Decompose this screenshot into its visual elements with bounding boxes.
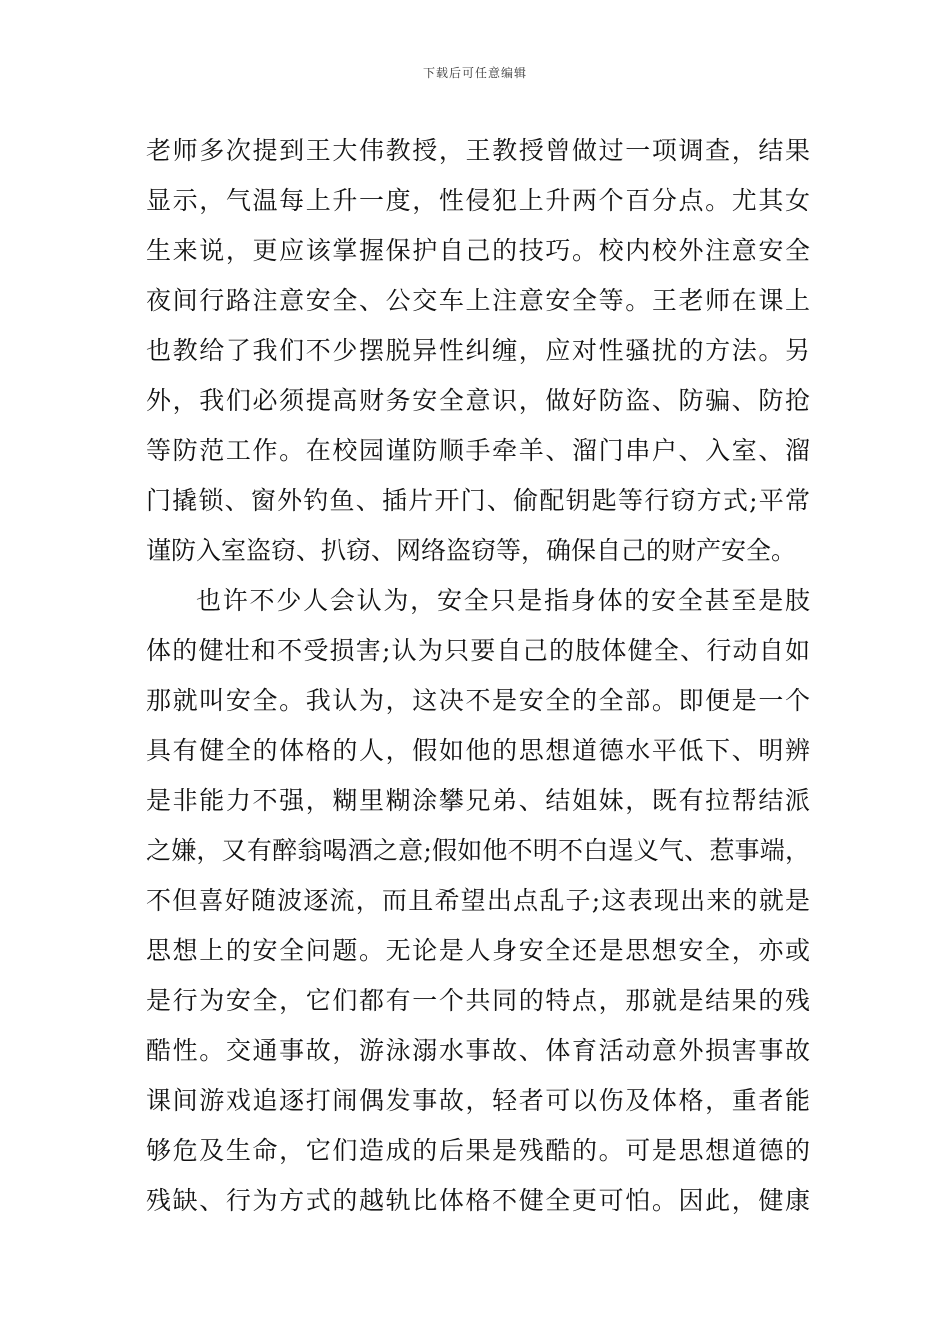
text-line: 门撬锁、窗外钓鱼、插片开门、偷配钥匙等行窃方式;平常	[146, 486, 810, 515]
text-line: 之嫌，又有醉翁喝酒之意;假如他不明不白逞义气、惹事端，	[146, 836, 810, 865]
text-line: 是行为安全，它们都有一个共同的特点，那就是结果的残	[146, 986, 810, 1015]
text-line: 残缺、行为方式的越轨比体格不健全更可怕。因此，健康	[146, 1186, 810, 1215]
text-line: 是非能力不强，糊里糊涂攀兄弟、结姐妹，既有拉帮结派	[146, 786, 810, 815]
paragraph-2	[146, 576, 810, 1226]
text-line: 酷性。交通事故，游泳溺水事故、体育活动意外损害事故	[146, 1036, 810, 1065]
text-line: 也许不少人会认为，安全只是指身体的安全甚至是肢	[196, 586, 810, 615]
text-line: 思想上的安全问题。无论是人身安全还是思想安全，亦或	[146, 936, 810, 965]
text-line: 具有健全的体格的人，假如他的思想道德水平低下、明辨	[146, 736, 810, 765]
document-body	[146, 126, 810, 1226]
text-line: 等防范工作。在校园谨防顺手牵羊、溜门串户、入室、溜	[146, 436, 810, 465]
text-line: 外，我们必须提高财务安全意识，做好防盗、防骗、防抢	[146, 386, 810, 415]
text-line: 课间游戏追逐打闹偶发事故，轻者可以伤及体格，重者能	[146, 1086, 810, 1115]
text-line: 不但喜好随波逐流，而且希望出点乱子;这表现出来的就是	[146, 886, 810, 915]
page-header: 下载后可任意编辑	[422, 66, 527, 80]
text-line: 显示，气温每上升一度，性侵犯上升两个百分点。尤其女	[146, 186, 810, 215]
text-line: 夜间行路注意安全、公交车上注意安全等。王老师在课上	[146, 286, 810, 315]
paragraph-1	[146, 126, 810, 576]
text-line: 够危及生命，它们造成的后果是残酷的。可是思想道德的	[146, 1136, 810, 1165]
text-line: 生来说，更应该掌握保护自己的技巧。校内校外注意安全	[146, 236, 810, 265]
text-line: 体的健壮和不受损害;认为只要自己的肢体健全、行动自如	[146, 636, 810, 665]
text-line: 那就叫安全。我认为，这决不是安全的全部。即便是一个	[146, 686, 810, 715]
text-line: 也教给了我们不少摆脱异性纠缠，应对性骚扰的方法。另	[146, 336, 810, 365]
text-line: 谨防入室盗窃、扒窃、网络盗窃等，确保自己的财产安全。	[146, 536, 797, 565]
text-line: 老师多次提到王大伟教授，王教授曾做过一项调查，结果	[146, 136, 810, 165]
